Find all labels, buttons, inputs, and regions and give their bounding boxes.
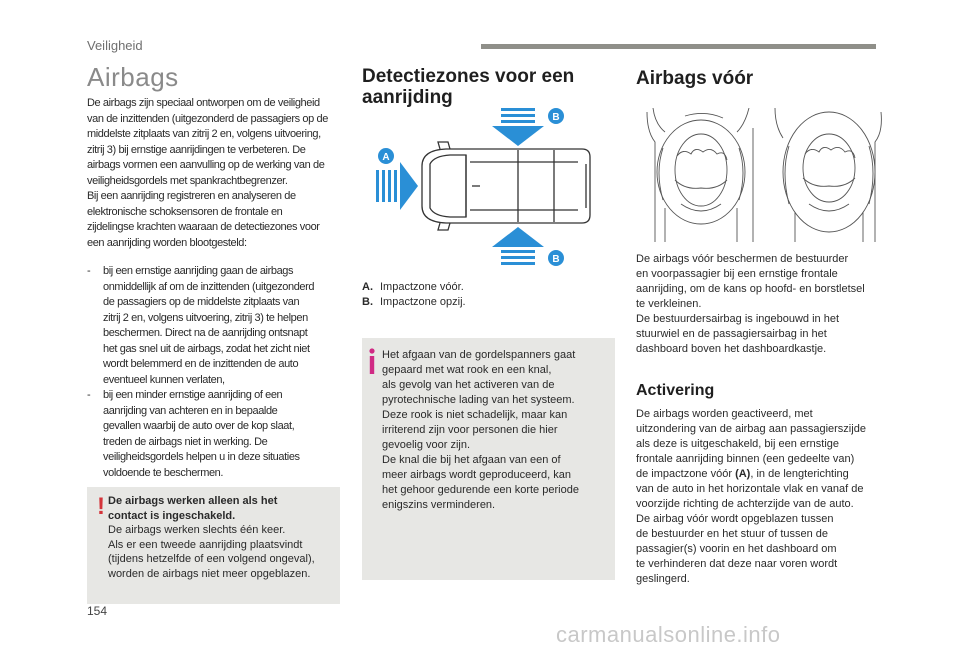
warning-box [87, 487, 340, 604]
activation-title: Activering [636, 382, 715, 399]
front-airbags-text: De airbags vóór beschermen de bestuurder en voorpassagier bij een ernstige frontale aanrijding, om de kans op hoofd- en borstletsel te verkleinen. De bestuurdersairbag is ingebouwd in het stuurwiel en de passagiersairbag in het dashboard boven het dashboardkastje. [636, 253, 865, 355]
page-number: 154 [87, 604, 108, 618]
warning-icon: ! [97, 493, 105, 520]
legend-item: A. Impactzone vóór. [362, 281, 464, 293]
front-airbags-column [636, 66, 894, 89]
impact-zone-diagram [368, 104, 600, 272]
airbags-bullets [87, 264, 347, 481]
header-rule [481, 44, 876, 49]
info-text: Het afgaan van de gordelspanners gaat gepaard met wat rook en een knal, als gevolg van het activeren van de pyrotechnische lading van het systeem. Deze rook is niet schadelijk, maar kan irriterend zijn voor personen die hier gevoelig voor zijn. De knal die bij het afgaan van een of meer airbags wordt geproduceerd, kan het gehoor gedurende een korte periode enigszins verminderen. [382, 349, 579, 511]
svg-text:B: B [552, 254, 560, 265]
svg-text:B: B [552, 112, 560, 123]
airbags-intro: De airbags zijn speciaal ontworpen om de veiligheid van de inzittenden (uitgezonderd de passagiers op de middelste zitplaats van zitrij 2 en, volgens uitvoering, zitrij 3) bij ernstige aanrijdingen te verbeteren. De airbags vormen een aanvulling op de werking van de veiligheidsgordels met spankrachtbegrenzer. Bij een aanrijding registreren en analyseren de elektronische schoksensoren de frontale en zijdelingse krachten waaraan de detectiezones voor een aanrijding worden blootgesteld: [87, 97, 328, 249]
info-icon [367, 348, 377, 374]
front-airbags-title: Airbags vóór [636, 68, 754, 89]
marker-b-bottom [548, 250, 564, 266]
bullet-item: - bij een ernstige aanrijding gaan de airbags onmiddellijk af om de inzittenden (uitgezonderd de passagiers op de middelste zitplaats van zitrij 2 en, volgens uitvoering, zitrij 3) te helpen beschermen. Direct na de aanrijding ontsnapt het gas snel uit de airbags, zodat het zicht niet wordt belemmerd en de inzittenden de auto eventueel kunnen verlaten, [87, 265, 315, 386]
section-label: Veiligheid [87, 38, 143, 53]
impact-legend [362, 280, 466, 310]
info-box [362, 338, 615, 580]
marker-b-top [548, 108, 564, 124]
svg-text:A: A [382, 152, 390, 163]
warning-text: De airbags werken alleen als het contact is ingeschakeld. De airbags werken slechts één keer. Als er een tweede aanrijding plaatsvindt (tijdens hetzelfde of een volgend ongeval), worden de airbags niet meer opgeblazen. [108, 495, 315, 580]
bullet-item: - bij een minder ernstige aanrijding of een aanrijding van achteren en in bepaalde gevallen waarbij de auto over de kop slaat, treden de airbags niet in werking. De veiligheidsgordels helpen u in deze situaties voldoende te beschermen. [87, 389, 300, 479]
side-impact-arrow-bottom [492, 227, 544, 265]
marker-a [378, 148, 394, 164]
detection-title: Detectiezones voor een aanrijding [362, 66, 575, 108]
legend-item: B. Impactzone opzij. [362, 296, 466, 308]
watermark: carmanualsonline.info [556, 622, 781, 647]
airbags-column [87, 62, 347, 481]
front-airbags-illustration [645, 108, 885, 242]
activation-text: De airbags worden geactiveerd, met uitzondering van de airbag aan passagierszijde als deze is uitgeschakeld, bij een ernstige frontale aanrijding binnen (een gedeelte van) de impactzone vóór (A), in de lengterichting van de auto in het horizontale vlak en vanaf de voorzijde richting de achterzijde van de auto. De airbag vóór wordt opgeblazen tussen de bestuurder en het stuur of tussen de passagier(s) voorin en het dashboard om te verhinderen dat deze naar voren wordt geslingerd. [636, 408, 866, 585]
side-impact-arrow-top [492, 108, 544, 146]
front-impact-arrow [376, 162, 418, 210]
van-outline [422, 142, 590, 230]
detection-column [362, 66, 617, 108]
airbags-title: Airbags [87, 62, 179, 92]
